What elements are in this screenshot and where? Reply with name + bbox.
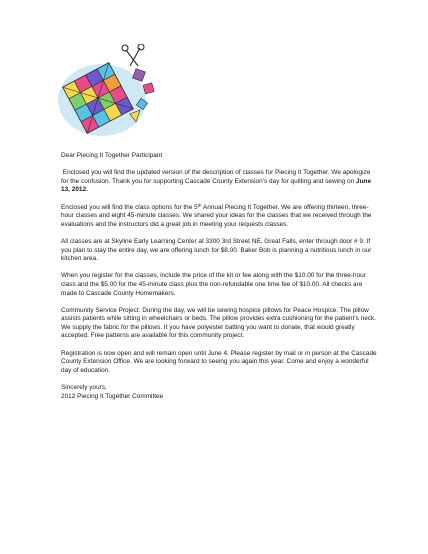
paragraph-text: Enclosed you will find the class options for the 5 xyxy=(61,203,198,211)
fabric-piece xyxy=(143,83,154,94)
scissors-icon xyxy=(122,44,144,66)
event-date: June 13, 2012. xyxy=(61,177,372,194)
paragraph-fees: When you register for the classes, include the price of the kit or fee along with the $10.00 for the three-hour class and the $5.00 for the 45-minute class plus the non-refundable one time fee of $10.00. All checks are made to Cascade County Homemakers. xyxy=(61,272,366,297)
paragraph-text: Enclosed you will find the updated version of the description of classes for Piecing It Together. We apologize for the confusion. Thank you for supporting Cascade County Extension’s day for quilting and sewing on xyxy=(61,169,371,185)
closing: Sincerely yours, xyxy=(61,384,107,392)
salutation: Dear Piecing It Together Participant xyxy=(61,152,163,159)
signature: 2012 Piecing It Together Committee xyxy=(61,392,164,400)
paragraph-community-service: Community Service Project: During the day, we will be sewing hospice pillows for Peace Hospice. The pillow assists patients while sitting in wheelchairs or beds. The pillow provides extra cushioning for the patient’s neck. We supply the fabric for the pillows. It you have polyester batting you want to donate, that would greatly accepted. Free patterns are available for this community project. xyxy=(61,306,377,340)
letter-body xyxy=(61,152,379,401)
closing-block xyxy=(61,384,379,401)
paragraph-location: All classes are at Skyline Early Learning Center at 3300 3rd Street NE, Great Falls, enter through door # 9. If you plan to stay the entire day, we are offering lunch for $8.00. Baker Bob is planning a nutritious lunch in our kitchen area. xyxy=(61,237,372,263)
paragraph-text: Annual Piecing It Together. We are offering thirteen, three-hour classes and eight 45-minute classes. We shared your ideas for the classes that we received through the evaluations and the instructors did a great job in meeting your requests classes. xyxy=(61,203,372,228)
ordinal-suffix: th xyxy=(197,202,202,208)
quilt-scissors-clipart xyxy=(54,44,166,140)
paragraph-registration: Registration is now open and will remain open until June 4. Please register by mail or in person at the Cascade County Extension Office. We are looking forward to seeing you again this year. Come and enjoy a wonderful day of education. xyxy=(61,349,377,374)
paragraph-updated-classes xyxy=(61,169,379,195)
paragraph-class-options xyxy=(61,204,379,230)
